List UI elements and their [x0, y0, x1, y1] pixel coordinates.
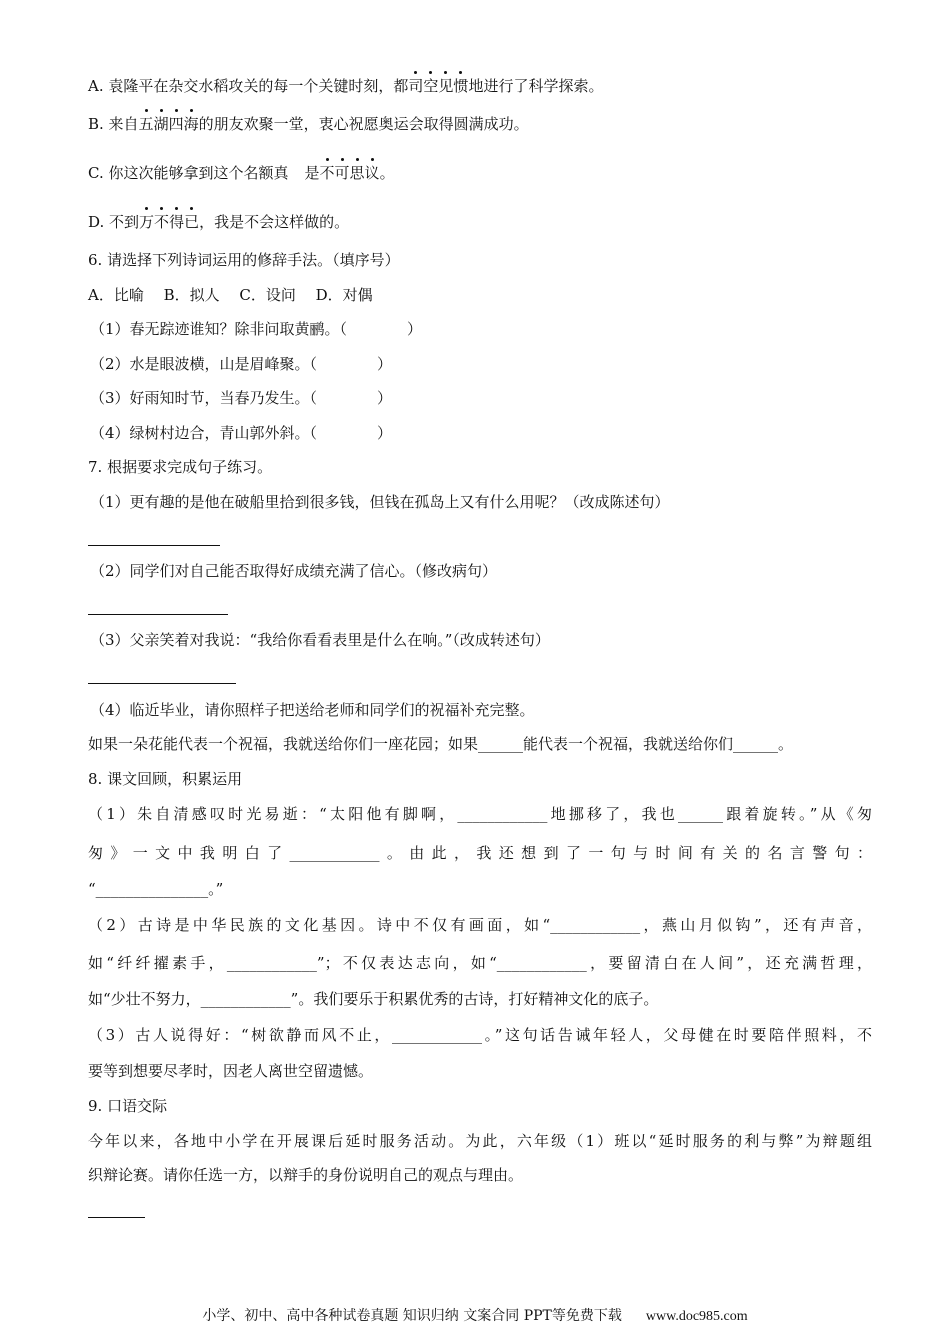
question-7-sentence-2: （2）同学们对自己能否取得好成绩充满了信心。（修改病句）: [90, 562, 498, 580]
option-b: [88, 114, 872, 134]
question-9-prompt-line-2: 织辩论赛。请你任选一方，以辩手的身份说明自己的观点与理由。: [88, 1166, 524, 1184]
question-7-sentence-1: （1）更有趣的是他在破船里拾到很多钱，但钱在孤岛上又有什么用呢？（改成陈述句）: [90, 493, 670, 511]
option-a: [88, 76, 872, 96]
answer-line-7-1: [88, 545, 220, 546]
question-8-part-3-line-2: 要等到想要尽孝时，因老人离世空留遗憾。: [88, 1062, 374, 1080]
question-7-title: 7. 根据要求完成句子练习。: [88, 458, 273, 476]
option-a-dotted-word: 司空见惯: [408, 77, 469, 95]
option-c-tail: 。: [379, 164, 395, 182]
option-a-tail: 地进行了科学探索。: [468, 77, 604, 95]
question-8-part-1-line-1: （1）朱自清感叹时光易逝：“太阳他有脚啊，____________地挪移了，我也______跟着旋转。”从《匆: [88, 805, 872, 823]
question-8-part-3-line-1: （3）古人说得好：“树欲静而风不止，____________。”这句话告诫年轻人，父母健在时要陪伴照料，不: [88, 1026, 872, 1044]
question-8-part-1-line-2: 匆》一文中我明白了____________。由此，我还想到了一句与时间有关的名言警句：: [88, 844, 872, 862]
page-footer: [0, 1306, 950, 1327]
question-8-part-2-line-1: （2）古诗是中华民族的文化基因。诗中不仅有画面，如“____________，燕山月似钩”，还有声音，: [88, 916, 872, 934]
question-7-sentence-3: （3）父亲笑着对我说：“我给你看看表里是什么在响。”（改成转述句）: [90, 631, 550, 649]
option-d-tail: ，我是不会这样做的。: [199, 213, 350, 231]
option-a-text: A. 袁隆平在杂交水稻攻关的每一个关键时刻，都: [88, 77, 409, 95]
option-c: [88, 163, 872, 183]
question-7-example: 如果一朵花能代表一个祝福，我就送给你们一座花园；如果______能代表一个祝福，我就送给你们______。: [88, 735, 794, 753]
footer-text: 小学、初中、高中各种试卷真题 知识归纳 文案合同 PPT等免费下载: [202, 1308, 622, 1324]
question-8-part-2-line-3: 如“少壮不努力，____________”。我们要乐于积累优秀的古诗，打好精神文化的底子。: [88, 990, 659, 1008]
option-b-text: B. 来自: [88, 115, 139, 133]
answer-line-7-3: [88, 683, 236, 684]
question-8-title: 8. 课文回顾，积累运用: [88, 770, 243, 788]
option-d-dotted-word: 万不得已: [139, 213, 200, 231]
question-6-item-1: （1）春无踪迹谁知？除非问取黄鹂。（ ）: [90, 320, 423, 338]
answer-line-9: [88, 1217, 145, 1218]
question-7-sentence-4: （4）临近毕业，请你照样子把送给老师和同学们的祝福补充完整。: [90, 701, 535, 719]
question-6-choices: A．比喻 B．拟人 C．设问 D．对偶: [88, 286, 373, 304]
answer-line-7-2: [88, 614, 228, 615]
question-8-part-1-line-3: “_______________。”: [88, 880, 224, 898]
question-6-item-3: （3）好雨知时节，当春乃发生。（ ）: [90, 389, 393, 407]
option-c-mid: 是: [304, 164, 320, 182]
question-6-item-4: （4）绿树村边合，青山郭外斜。（ ）: [90, 424, 393, 442]
question-9-title: 9. 口语交际: [88, 1097, 168, 1115]
option-d: [88, 212, 872, 232]
option-d-text: D. 不到: [88, 213, 140, 231]
option-b-dotted-word: 五湖四海: [138, 115, 199, 133]
question-9-prompt-line-1: 今年以来，各地中小学在开展课后延时服务活动。为此，六年级（1）班以“延时服务的利与弊”为辩题组: [88, 1132, 872, 1150]
question-6-title: 6. 请选择下列诗词运用的修辞手法。（填序号）: [88, 251, 400, 269]
question-6-item-2: （2）水是眼波横，山是眉峰聚。（ ）: [90, 355, 393, 373]
footer-url[interactable]: www.doc985.com: [645, 1309, 748, 1324]
question-8-part-2-line-2: 如“纤纤擢素手，____________”；不仅表达志向，如“____________，要留清白在人间”，还充满哲理，: [88, 954, 872, 972]
option-c-text: C. 你这次能够拿到这个名额真: [88, 164, 289, 182]
option-b-tail: 的朋友欢聚一堂，衷心祝愿奥运会取得圆满成功。: [198, 115, 529, 133]
option-c-dotted-word: 不可思议: [319, 164, 380, 182]
